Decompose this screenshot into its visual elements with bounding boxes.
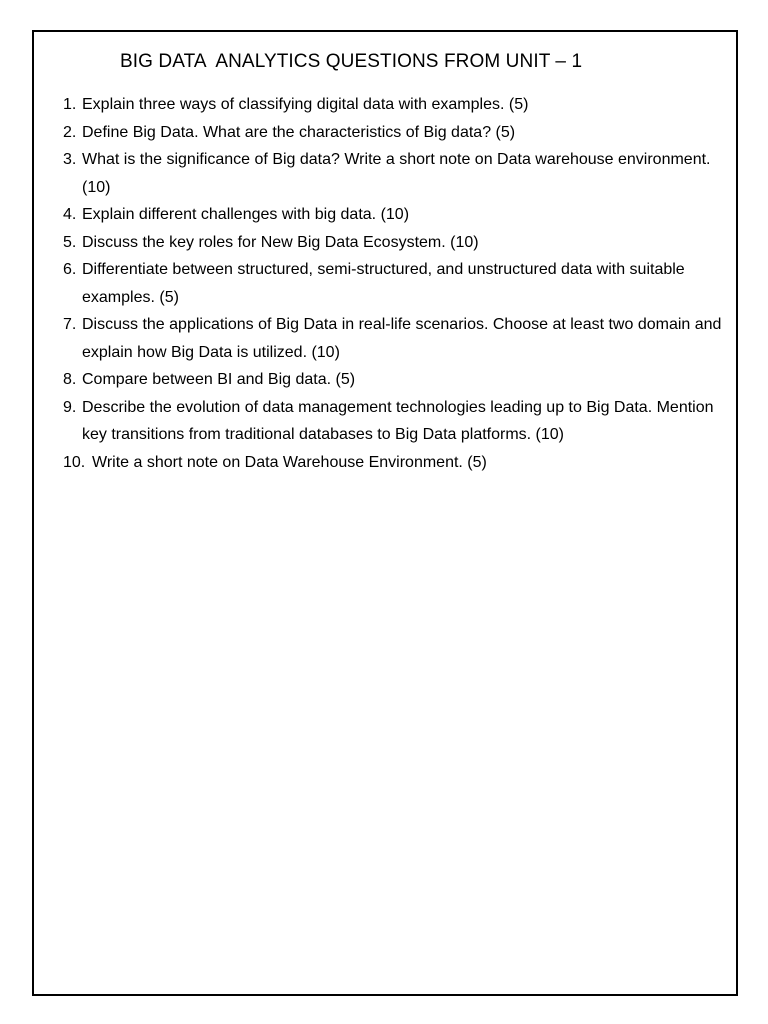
- question-item: [63, 201, 728, 229]
- question-text: Discuss the key roles for New Big Data Ecosystem. (10): [82, 233, 479, 251]
- question-item: [63, 91, 728, 119]
- question-number: 6.: [63, 261, 77, 278]
- question-number: 3.: [63, 151, 77, 168]
- question-item: [63, 449, 728, 477]
- question-text: What is the significance of Big data? Write a short note on Data warehouse environment. (10): [82, 151, 711, 196]
- question-item: [63, 394, 728, 449]
- question-number: 2.: [63, 123, 77, 141]
- question-item: [63, 119, 728, 147]
- question-item: [63, 366, 728, 394]
- question-number: 8.: [63, 371, 77, 388]
- question-text: Write a short note on Data Warehouse Environment. (5): [92, 453, 487, 471]
- question-list: [63, 91, 728, 476]
- question-text: Describe the evolution of data management technologies leading up to Big Data. Mention key transitions from traditional databases to Big Data platforms. (10): [82, 398, 714, 443]
- question-number: 9.: [63, 398, 77, 416]
- question-text: Compare between BI and Big data. (5): [82, 371, 356, 388]
- question-item: [63, 311, 728, 366]
- question-number: 1.: [63, 96, 77, 113]
- question-item: [63, 256, 728, 311]
- question-number: 7.: [63, 316, 77, 333]
- document-title: BIG DATA ANALYTICS QUESTIONS FROM UNIT – 1: [120, 51, 583, 72]
- question-text: Explain different challenges with big data. (10): [82, 206, 410, 223]
- question-text: Explain three ways of classifying digital data with examples. (5): [82, 96, 529, 113]
- question-text: Differentiate between structured, semi-structured, and unstructured data with suitable examples. (5): [82, 261, 685, 306]
- question-number: 10.: [63, 453, 86, 471]
- question-text: Discuss the applications of Big Data in real-life scenarios. Choose at least two domain and explain how Big Data is utilized. (10): [82, 316, 722, 361]
- question-text: Define Big Data. What are the characteristics of Big data? (5): [82, 123, 516, 141]
- question-item: [63, 146, 728, 201]
- question-item: [63, 229, 728, 257]
- question-number: 5.: [63, 233, 77, 251]
- question-number: 4.: [63, 206, 77, 223]
